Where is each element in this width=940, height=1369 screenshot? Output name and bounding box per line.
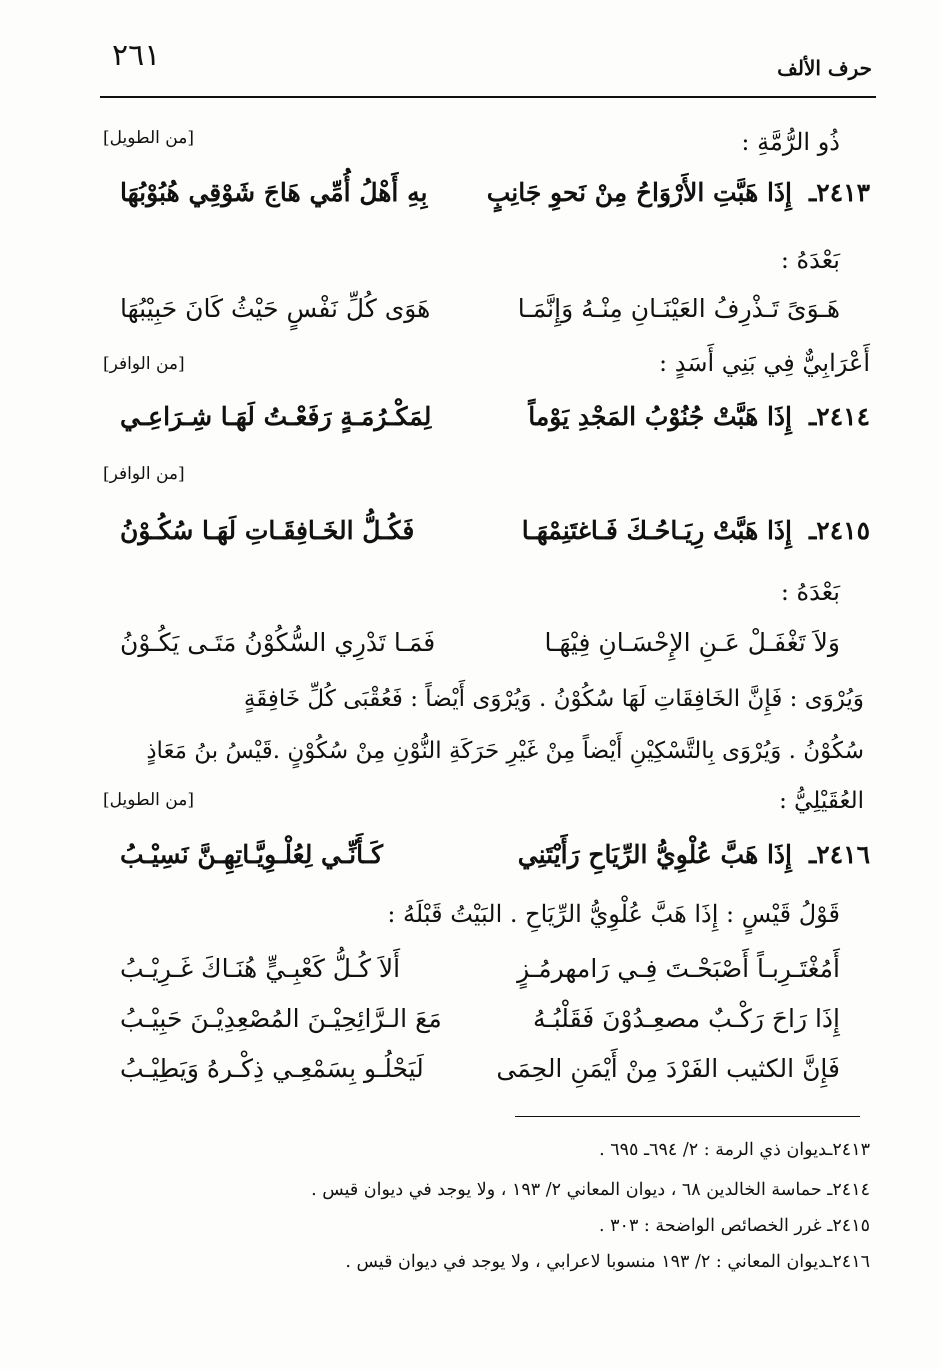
after-label: بَعْدَهُ :	[780, 246, 840, 274]
verse-first-hemistich: إِذَا رَاحَ رَكْـبٌ مصعِـدُوْنَ فَقَلْبُـهُ	[533, 1004, 840, 1033]
verse-first-hemistich: إِذَا هَبَّتْ رِيَـاحُـكَ فَـاغتَنِمْهَـا	[521, 516, 792, 545]
prose-line: العُقَيْلِيُّ :	[779, 788, 864, 814]
verse-extra-3	[120, 1054, 840, 1094]
verse-second-hemistich: فَكُـلُّ الخَـافِقَـاتِ لَهَـا سُكُـوْنُ	[120, 516, 415, 545]
header-rule	[100, 96, 876, 98]
meter-label: [من الطويل]	[103, 128, 194, 148]
verse-2416	[120, 840, 870, 880]
verse-first-hemistich: وَلاَ تَغْفَـلْ عَـنِ الإِحْسَـانِ فِيْهَـا	[544, 628, 840, 657]
chapter-title: حرف الألف	[777, 56, 872, 80]
verse-2413	[120, 178, 870, 218]
verse-second-hemistich: أَلاَ كُـلُّ كَعْبِـيٍّ هُنَـاكَ غَـرِيْـبُ	[120, 954, 401, 983]
after-label: بَعْدَهُ :	[780, 578, 840, 606]
verse-extra-1	[120, 954, 840, 994]
verse-2414	[120, 402, 870, 442]
poet-name: أَعْرَابِيٌّ فِي بَنِي أَسَدٍ :	[659, 349, 870, 377]
verse-first-hemistich: إِذَا هَبَّتِ الأَرْوَاحُ مِنْ نَحوِ جَانِبٍ	[486, 178, 792, 207]
verse-2415	[120, 516, 870, 556]
verse-number: ٢٤١٥ـ	[808, 516, 870, 545]
footnote: ٢٤١٥ـ غرر الخصائص الواضحة : ٣٠٣ .	[599, 1216, 870, 1236]
meter-label: [من الطويل]	[103, 790, 194, 810]
footnote: ٢٤١٣ـديوان ذي الرمة : ٢/ ٦٩٤ـ ٦٩٥ .	[599, 1140, 870, 1160]
poet-name: ذُو الرُّمَّةِ :	[741, 128, 840, 156]
verse-second-hemistich: كَـأَنِّـي لِعُلْـوِيَّـاتِهِـنَّ نَسِيْـبُ	[120, 840, 383, 869]
verse-number: ٢٤١٤ـ	[808, 402, 870, 431]
commentary-line: قَوْلُ قَيْسٍ : إِذَا هَبَّ عُلْوِيُّ الرِّيَاحِ . البَيْتُ قَبْلَهُ :	[387, 900, 840, 928]
verse-2413-b	[120, 294, 840, 334]
verse-second-hemistich: مَعَ الـرَّائِحِيْـنَ المُصْعِدِيْـنَ حَبِيْـبُ	[120, 1004, 442, 1033]
verse-first-hemistich: هَـوَىً تَـذْرِفُ العَيْنَـانِ مِنْـهُ وَإِنَّمَـا	[517, 294, 840, 323]
meter-label: [من الوافر]	[103, 354, 185, 374]
footnote: ٢٤١٤ـ حماسة الخالدين ٦٨ ، ديوان المعاني ٢/ ١٩٣ ، ولا يوجد في ديوان قيس .	[311, 1180, 870, 1200]
verse-second-hemistich: لَيَحْلُـو بِسَمْعِـي ذِكْـرهُ وَيَطِيْـبُ	[120, 1054, 424, 1083]
meter-label: [من الوافر]	[103, 464, 185, 484]
verse-first-hemistich: إِذَا هَبَّ عُلْوِيُّ الرِّيَاحِ رَأَيْتَنِي	[517, 840, 792, 869]
prose-line: وَيُرْوَى : فَإِنَّ الخَافِقَاتِ لَهَا سُكُوْنُ . وَيُرْوَى أَيْضاً : فَعُقْبَى كُلِّ خَافِقَةٍ	[243, 686, 864, 712]
verse-first-hemistich: فَإِنَّ الكثيب الفَرْدَ مِنْ أَيْمَنِ الحِمَى	[496, 1054, 840, 1083]
verse-number: ٢٤١٣ـ	[808, 178, 870, 207]
verse-2415-b	[120, 628, 840, 668]
verse-first-hemistich: أَمُغْتَـرِبـاً أَصْبَحْـتَ فِـي رَامهرمُـزٍ	[517, 954, 840, 983]
verse-second-hemistich: هَوَى كُلِّ نَفْسٍ حَيْثُ كَانَ حَبِيْبُهَا	[120, 294, 431, 323]
prose-line: سُكُوْنُ . وَيُرْوَى بِالتَّسْكِيْنِ أَيْضاً مِنْ غَيْرِ حَرَكَةِ النُّوْنِ مِنْ سُكُوْنٍ .قَيْسُ بنُ مَعَاذٍ	[146, 738, 864, 764]
verse-second-hemistich: فَمَـا تَدْرِي السُّكُوْنُ مَتَـى يَكُـوْنُ	[120, 628, 436, 657]
footnote-rule	[515, 1116, 860, 1117]
footnote: ٢٤١٦ـديوان المعاني : ٢/ ١٩٣ منسوبا لاعرابي ، ولا يوجد في ديوان قيس .	[345, 1252, 870, 1272]
verse-extra-2	[120, 1004, 840, 1044]
verse-second-hemistich: لِمَكْـرُمَـةٍ رَفَعْـتُ لَهَـا شِـرَاعِـي	[120, 402, 432, 431]
verse-first-hemistich: إِذَا هَبَّتْ جُنُوْبُ المَجْدِ يَوْماً	[528, 402, 792, 431]
page-number: ٢٦١	[112, 38, 161, 73]
verse-second-hemistich: بِهِ أَهْلُ أُمِّي هَاجَ شَوْقِي هُبُوْبُهَا	[120, 178, 428, 207]
verse-number: ٢٤١٦ـ	[808, 840, 870, 869]
